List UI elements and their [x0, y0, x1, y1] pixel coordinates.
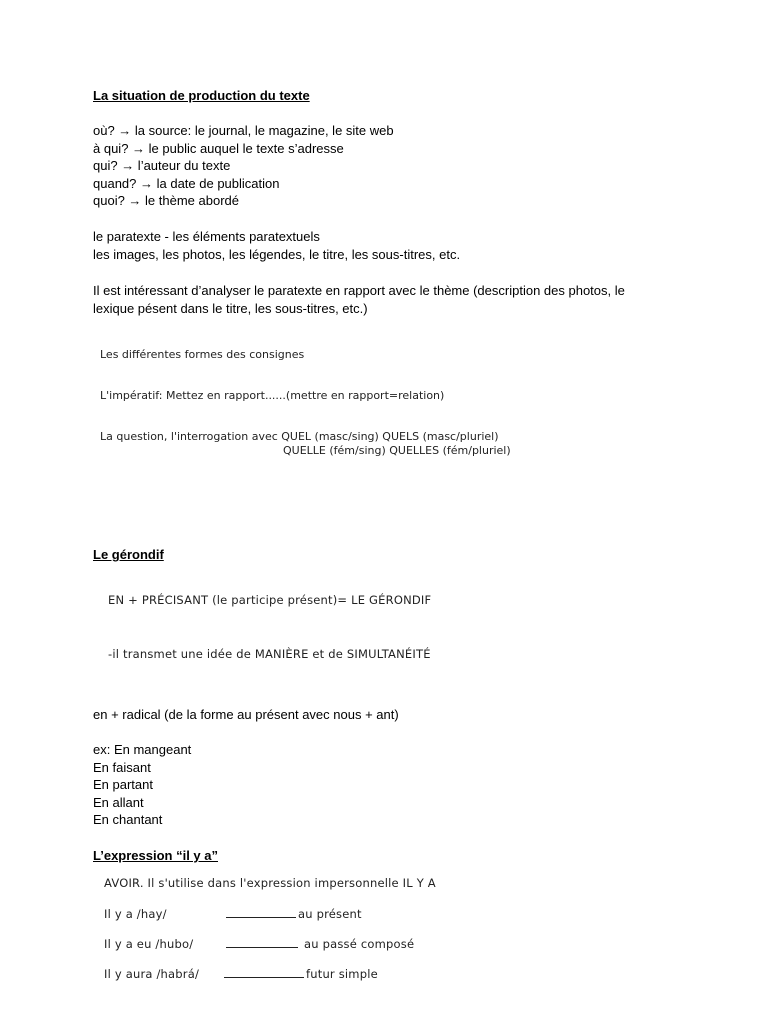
list-item: En faisant — [93, 759, 151, 775]
paragraph-line: le paratexte - les éléments paratextuels — [93, 229, 320, 244]
paragraph-line: lexique pésent dans le titre, les sous-titres, etc.) — [93, 300, 368, 316]
ilya-row-left: Il y aura /habrá/ — [104, 967, 200, 981]
ilya-row-futur — [104, 966, 378, 981]
paragraph-line: les images, les photos, les légendes, le titre, les sous-titres, etc. — [93, 246, 461, 262]
list-item: ex: En mangeant — [93, 742, 192, 757]
list-item: qui? → l’auteur du texte — [93, 158, 231, 174]
fill-blank — [226, 936, 298, 948]
consignes-question-feminine: QUELLE (fém/sing) QUELLES (fém/pluriel) — [283, 444, 511, 457]
list-item: En allant — [93, 794, 144, 810]
gerondif-formula: EN + PRÉCISANT (le participe présent)= LE GÉRONDIF — [108, 593, 432, 607]
fill-blank — [224, 966, 304, 978]
ilya-row-passe — [104, 936, 414, 951]
section-title-production: La situation de production du texte — [93, 88, 310, 103]
production-list — [93, 122, 394, 210]
list-item: En partant — [93, 777, 153, 793]
ilya-intro: AVOIR. Il s'utilise dans l'expression impersonnelle IL Y A — [104, 876, 436, 890]
ilya-row-left: Il y a eu /hubo/ — [104, 937, 194, 951]
gerondif-radical: en + radical (de la forme au présent avec nous + ant) — [93, 707, 399, 722]
analyse-paragraph — [93, 282, 625, 317]
ilya-row-right: futur simple — [306, 967, 378, 981]
fill-blank — [226, 906, 296, 918]
list-item: quand? → la date de publication — [93, 175, 280, 191]
list-item: à qui? → le public auquel le texte s’adresse — [93, 140, 344, 156]
list-item: quoi? → le thème abordé — [93, 193, 239, 209]
consignes-title: Les différentes formes des consignes — [100, 348, 305, 361]
gerondif-examples — [93, 741, 191, 829]
ilya-row-right: au passé composé — [304, 937, 415, 951]
section-title-gerondif: Le gérondif — [93, 547, 164, 562]
consignes-imperatif: L'impératif: Mettez en rapport......(mettre en rapport=relation) — [100, 389, 445, 402]
gerondif-idea: -il transmet une idée de MANIÈRE et de SIMULTANÉITÉ — [108, 647, 431, 661]
list-item: En chantant — [93, 812, 163, 828]
ilya-row-right: au présent — [298, 907, 362, 921]
consignes-question: La question, l'interrogation avec QUEL (masc/sing) QUELS (masc/pluriel) — [100, 430, 499, 443]
ilya-row-left: Il y a /hay/ — [104, 907, 167, 921]
paragraph-line: Il est intéressant d’analyser le paratexte en rapport avec le thème (description des photos, le — [93, 283, 625, 298]
ilya-row-present — [104, 906, 362, 921]
list-item: où? → la source: le journal, le magazine, le site web — [93, 123, 394, 138]
paratexte-paragraph — [93, 228, 460, 263]
section-title-ilya: L’expression “il y a” — [93, 848, 218, 863]
